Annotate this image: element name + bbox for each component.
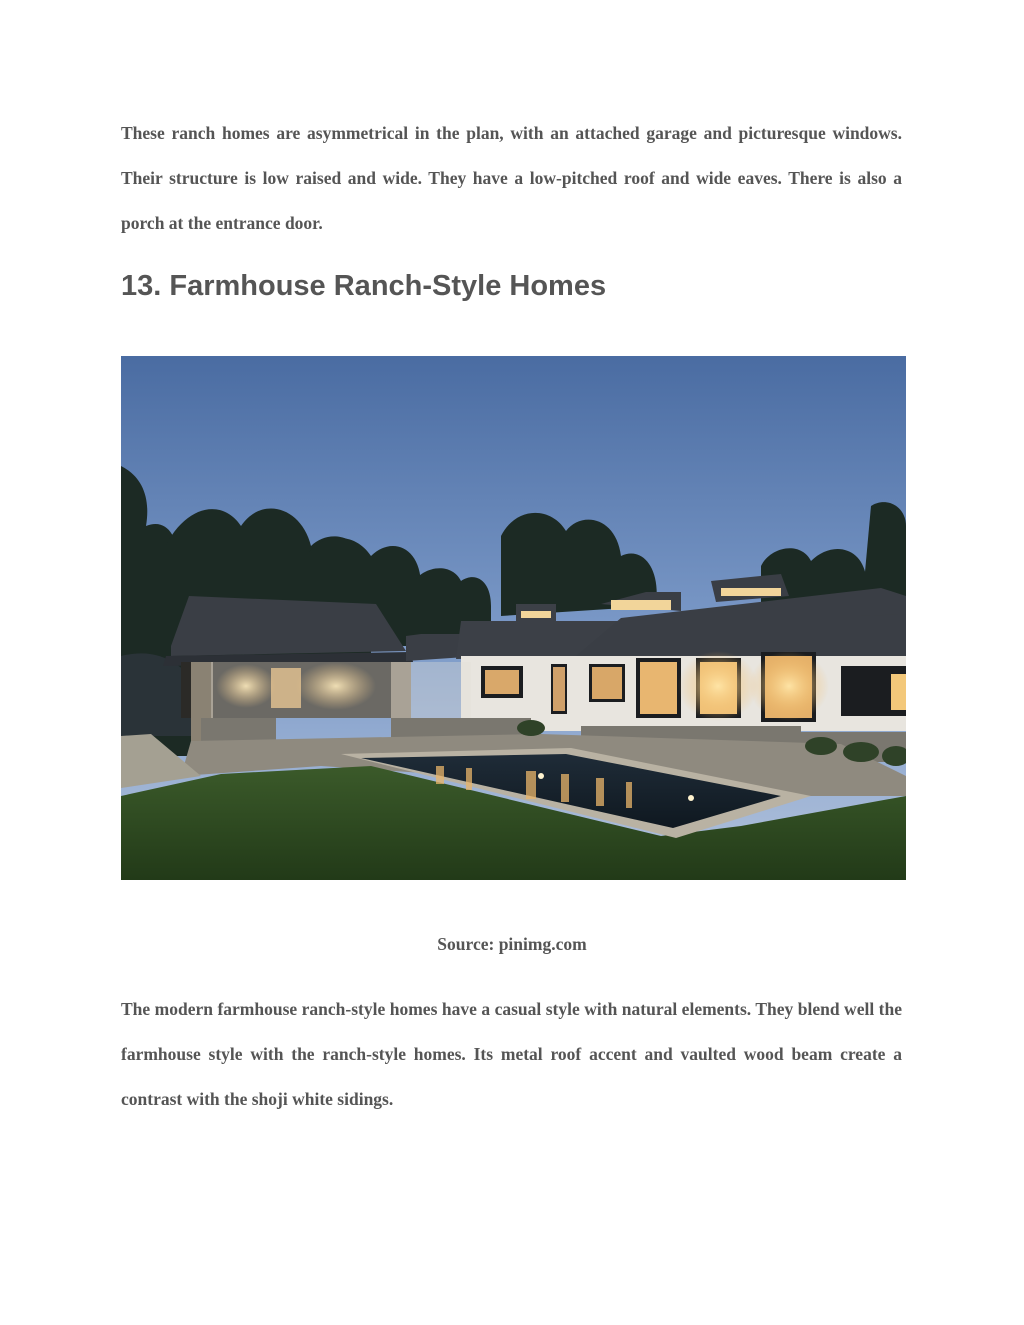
body-paragraph: The modern farmhouse ranch-style homes have a casual style with natural elements. They blend well the farmhouse style with the ranch-style homes. Its metal roof accent and vaulted wood beam create a contrast with the shoji white sidings. bbox=[121, 999, 902, 1109]
intro-paragraph: These ranch homes are asymmetrical in the plan, with an attached garage and picturesque windows. Their structure is low raised and wide. They have a low-pitched roof and wide eaves. There is also a porch at the entrance door. bbox=[121, 123, 902, 233]
section-heading: 13. Farmhouse Ranch-Style Homes bbox=[121, 270, 607, 302]
pavilion-roof bbox=[171, 596, 406, 656]
image-caption: Source: pinimg.com bbox=[437, 934, 587, 954]
farmhouse-ranch-photo bbox=[121, 356, 906, 880]
